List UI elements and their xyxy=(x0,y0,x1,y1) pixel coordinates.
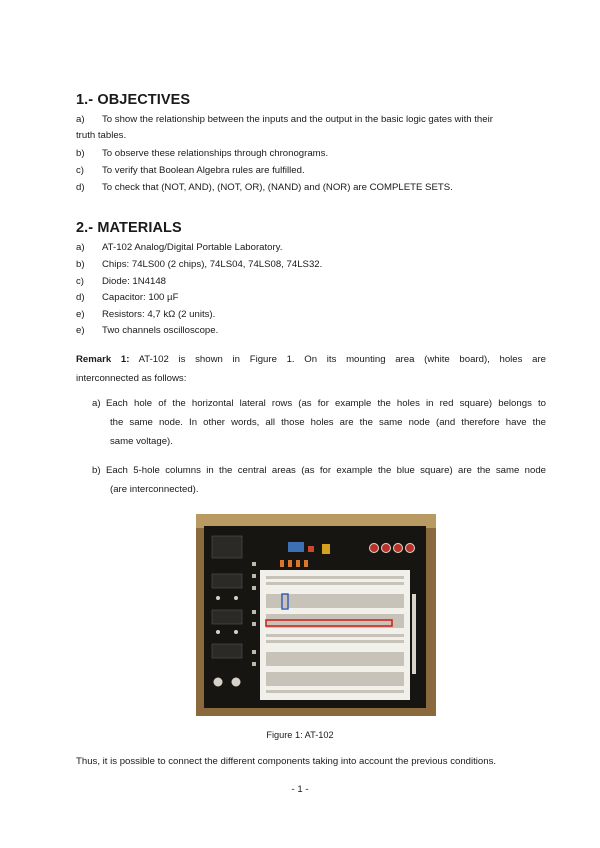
objective-text: To check that (NOT, AND), (NOT, OR), (NAND) and (NOR) are COMPLETE SETS. xyxy=(102,182,453,193)
objective-label: d) xyxy=(76,182,85,193)
objective-text-continued: truth tables. xyxy=(76,130,127,141)
remark-line-1 xyxy=(76,350,546,369)
objective-text: To observe these relationships through chronograms. xyxy=(102,148,329,159)
material-text: Resistors: 4,7 kΩ (2 units). xyxy=(102,309,216,320)
material-label: a) xyxy=(76,242,85,253)
material-label: b) xyxy=(76,259,85,270)
remark-point-a-body xyxy=(92,394,546,451)
remark-point-a-line1: Each hole of the horizontal lateral rows (as for example the holes in red square) belongs to xyxy=(106,398,546,409)
remark-point-b-body xyxy=(92,461,546,499)
remark-line-2: interconnected as follows: xyxy=(76,373,187,384)
remark-point-a-line2: the same node. In other words, all those holes are the same node (and therefore have the xyxy=(110,417,546,428)
remark-paragraph xyxy=(76,350,546,388)
material-label: c) xyxy=(76,276,84,287)
objective-label: b) xyxy=(76,148,85,159)
remark-point-label: b) xyxy=(92,465,101,476)
at102-photo xyxy=(196,514,436,716)
material-text: Diode: 1N4148 xyxy=(102,276,167,287)
page-number: - 1 - xyxy=(291,784,309,795)
material-text: Two channels oscilloscope. xyxy=(102,325,219,336)
objective-text: To show the relationship between the inputs and the output in the basic logic gates with their xyxy=(102,114,493,125)
material-label: e) xyxy=(76,325,85,336)
material-label: e) xyxy=(76,309,85,320)
remark-point-a-line3: same voltage). xyxy=(110,436,173,447)
material-label: d) xyxy=(76,292,85,303)
remark-point-label: a) xyxy=(92,398,101,409)
remark-point-b-line1: Each 5-hole columns in the central areas (as for example the blue square) are the same node xyxy=(106,465,546,476)
material-text: AT-102 Analog/Digital Portable Laboratory. xyxy=(102,242,283,253)
objective-label: c) xyxy=(76,165,84,176)
objective-label: a) xyxy=(76,114,85,125)
objective-text: To verify that Boolean Algebra rules are fulfilled. xyxy=(102,165,305,176)
material-text: Chips: 74LS00 (2 chips), 74LS04, 74LS08, 74LS32. xyxy=(102,259,323,270)
figure-caption: Figure 1: AT-102 xyxy=(266,730,334,740)
material-text: Capacitor: 100 µF xyxy=(102,292,179,303)
objectives-heading: 1.- OBJECTIVES xyxy=(76,92,191,108)
remark-text: AT-102 is shown in Figure 1. On its mounting area (white board), holes are xyxy=(138,354,546,365)
closing-paragraph: Thus, it is possible to connect the different components taking into account the previous conditions. xyxy=(76,756,497,767)
remark-point-b-line2: (are interconnected). xyxy=(110,484,199,495)
materials-heading: 2.- MATERIALS xyxy=(76,220,182,236)
remark-prefix: Remark 1: xyxy=(76,354,130,365)
